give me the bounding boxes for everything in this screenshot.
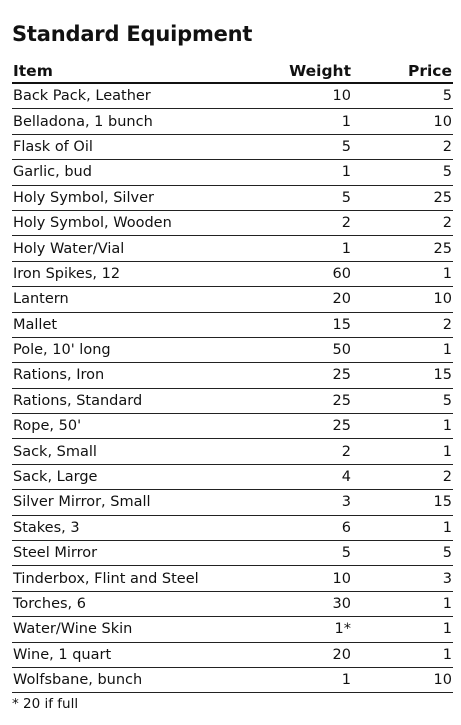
table-row (12, 515, 453, 540)
cell-item: Tinderbox, Flint and Steel (12, 566, 272, 591)
cell-item: Rations, Standard (12, 388, 272, 413)
table-row (12, 261, 453, 286)
table-row (12, 541, 453, 566)
cell-price: 1 (352, 261, 453, 286)
cell-price: 5 (352, 83, 453, 109)
cell-weight: 30 (272, 591, 352, 616)
cell-item: Belladona, 1 bunch (12, 109, 272, 134)
cell-item: Rope, 50' (12, 414, 272, 439)
column-header-price: Price (352, 60, 453, 83)
cell-item: Back Pack, Leather (12, 83, 272, 109)
cell-item: Water/Wine Skin (12, 617, 272, 642)
cell-item: Pole, 10' long (12, 337, 272, 362)
cell-weight: 1 (272, 236, 352, 261)
cell-item: Holy Water/Vial (12, 236, 272, 261)
cell-weight: 50 (272, 337, 352, 362)
cell-item: Sack, Small (12, 439, 272, 464)
cell-price: 5 (352, 541, 453, 566)
cell-price: 1 (352, 337, 453, 362)
cell-item: Steel Mirror (12, 541, 272, 566)
cell-weight: 25 (272, 388, 352, 413)
table-row (12, 414, 453, 439)
table-row (12, 160, 453, 185)
table-body (12, 83, 453, 693)
cell-item: Rations, Iron (12, 363, 272, 388)
cell-price: 10 (352, 287, 453, 312)
table-row (12, 388, 453, 413)
cell-item: Torches, 6 (12, 591, 272, 616)
cell-item: Flask of Oil (12, 134, 272, 159)
column-header-weight: Weight (272, 60, 352, 83)
table-row (12, 185, 453, 210)
cell-price: 2 (352, 464, 453, 489)
footnote: * 20 if full (12, 696, 79, 713)
cell-price: 2 (352, 210, 453, 235)
table-row (12, 210, 453, 235)
cell-weight: 5 (272, 134, 352, 159)
cell-weight: 60 (272, 261, 352, 286)
cell-item: Wolfsbane, bunch (12, 667, 272, 692)
cell-price: 1 (352, 591, 453, 616)
cell-price: 1 (352, 617, 453, 642)
cell-price: 25 (352, 185, 453, 210)
cell-weight: 1 (272, 109, 352, 134)
table-row (12, 287, 453, 312)
cell-weight: 4 (272, 464, 352, 489)
cell-price: 15 (352, 363, 453, 388)
cell-item: Garlic, bud (12, 160, 272, 185)
table-row (12, 109, 453, 134)
cell-price: 2 (352, 312, 453, 337)
cell-item: Lantern (12, 287, 272, 312)
cell-price: 1 (352, 515, 453, 540)
cell-weight: 1 (272, 667, 352, 692)
cell-weight: 15 (272, 312, 352, 337)
table-row (12, 363, 453, 388)
cell-price: 1 (352, 414, 453, 439)
cell-item: Holy Symbol, Silver (12, 185, 272, 210)
table-row (12, 667, 453, 692)
cell-weight: 20 (272, 287, 352, 312)
table-row (12, 464, 453, 489)
cell-price: 10 (352, 667, 453, 692)
cell-item: Stakes, 3 (12, 515, 272, 540)
cell-weight: 1 (272, 160, 352, 185)
cell-item: Holy Symbol, Wooden (12, 210, 272, 235)
cell-price: 10 (352, 109, 453, 134)
cell-price: 2 (352, 134, 453, 159)
cell-price: 25 (352, 236, 453, 261)
cell-weight: 1* (272, 617, 352, 642)
table-row (12, 83, 453, 109)
cell-price: 1 (352, 642, 453, 667)
table-row (12, 312, 453, 337)
cell-item: Iron Spikes, 12 (12, 261, 272, 286)
table-row (12, 490, 453, 515)
table-header-row (12, 60, 453, 83)
table-row (12, 566, 453, 591)
table-row (12, 642, 453, 667)
table-row (12, 439, 453, 464)
table-row (12, 337, 453, 362)
cell-weight: 5 (272, 185, 352, 210)
table-row (12, 617, 453, 642)
cell-weight: 5 (272, 541, 352, 566)
cell-price: 5 (352, 388, 453, 413)
cell-price: 1 (352, 439, 453, 464)
cell-price: 5 (352, 160, 453, 185)
equipment-table (12, 60, 453, 693)
page-title: Standard Equipment (12, 22, 253, 46)
cell-price: 15 (352, 490, 453, 515)
table-row (12, 236, 453, 261)
cell-weight: 2 (272, 210, 352, 235)
table-row (12, 591, 453, 616)
cell-weight: 2 (272, 439, 352, 464)
cell-item: Mallet (12, 312, 272, 337)
column-header-item: Item (12, 60, 272, 83)
cell-price: 3 (352, 566, 453, 591)
cell-weight: 6 (272, 515, 352, 540)
cell-item: Wine, 1 quart (12, 642, 272, 667)
cell-weight: 3 (272, 490, 352, 515)
equipment-document (12, 18, 453, 714)
cell-weight: 25 (272, 363, 352, 388)
cell-weight: 25 (272, 414, 352, 439)
table-row (12, 134, 453, 159)
cell-item: Silver Mirror, Small (12, 490, 272, 515)
cell-item: Sack, Large (12, 464, 272, 489)
cell-weight: 10 (272, 566, 352, 591)
cell-weight: 20 (272, 642, 352, 667)
cell-weight: 10 (272, 83, 352, 109)
